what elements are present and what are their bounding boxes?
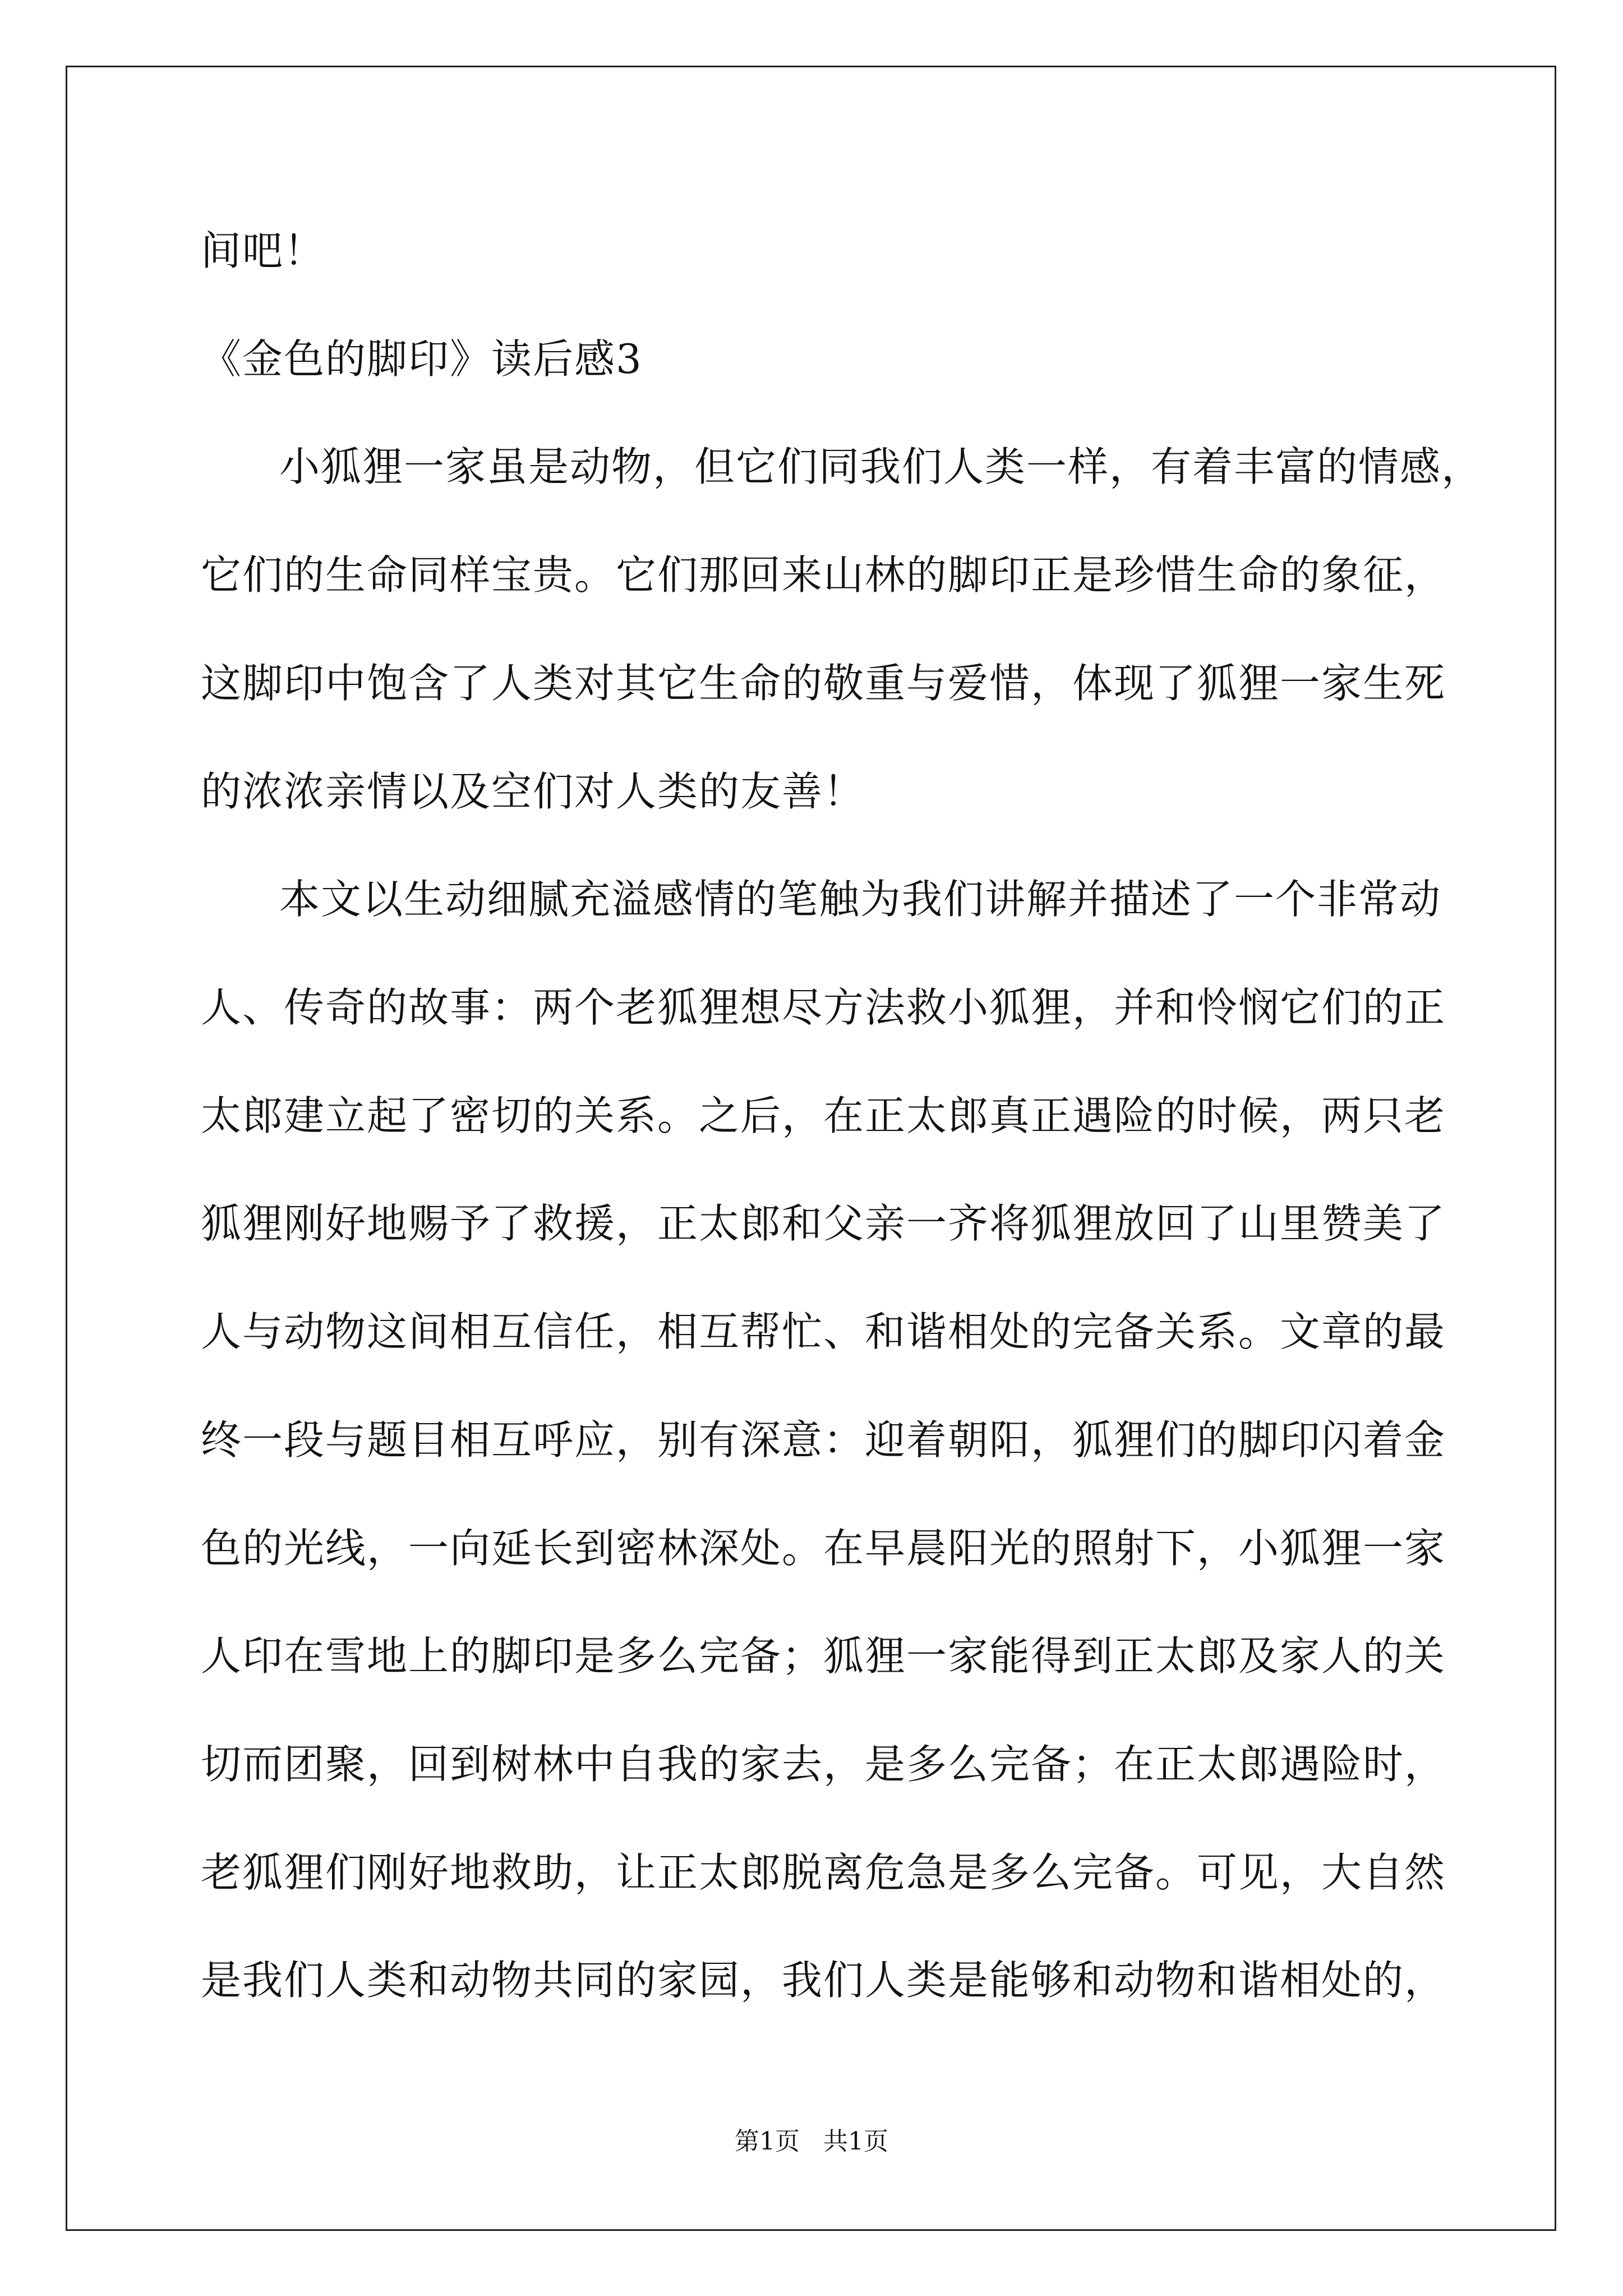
text-line: 老狐狸们刚好地救助，让正太郎脱离危急是多么完备。可见，大自然 bbox=[201, 1849, 1446, 1896]
text-line: 太郎建立起了密切的关系。之后，在正太郎真正遇险的时候，两只老 bbox=[201, 1092, 1446, 1139]
page-border bbox=[66, 66, 1556, 2231]
text-line: 人、传奇的故事：两个老狐狸想尽方法救小狐狸，并和怜悯它们的正 bbox=[201, 984, 1446, 1031]
page-number: 第1页 共1页 bbox=[735, 2127, 888, 2156]
section-heading: 《金色的脚印》读后感3 bbox=[201, 335, 643, 383]
text-line: 间吧！ bbox=[201, 227, 326, 274]
text-line: 终一段与题目相互呼应，别有深意：迎着朝阳，狐狸们的脚印闪着金 bbox=[201, 1416, 1446, 1464]
text-line: 色的光线，一向延长到密林深处。在早晨阳光的照射下，小狐狸一家 bbox=[201, 1525, 1446, 1572]
text-line: 它们的生命同样宝贵。它们那回来山林的脚印正是珍惜生命的象征， bbox=[201, 551, 1446, 599]
text-line: 是我们人类和动物共同的家园，我们人类是能够和动物和谐相处的， bbox=[201, 1957, 1446, 2004]
text-line: 狐狸刚好地赐予了救援，正太郎和父亲一齐将狐狸放回了山里赞美了 bbox=[201, 1200, 1446, 1247]
text-line: 的浓浓亲情以及空们对人类的友善！ bbox=[201, 768, 865, 815]
text-line: 小狐狸一家虽是动物，但它们同我们人类一样，有着丰富的情感， bbox=[279, 443, 1483, 490]
text-line: 这脚印中饱含了人类对其它生命的敬重与爱惜，体现了狐狸一家生死 bbox=[201, 660, 1446, 707]
text-line: 本文以生动细腻充溢感情的笔触为我们讲解并描述了一个非常动 bbox=[279, 876, 1442, 923]
text-line: 人与动物这间相互信任，相互帮忙、和谐相处的完备关系。文章的最 bbox=[201, 1308, 1446, 1355]
text-line: 切而团聚，回到树林中自我的家去，是多么完备；在正太郎遇险时， bbox=[201, 1741, 1446, 1788]
text-line: 人印在雪地上的脚印是多么完备；狐狸一家能得到正太郎及家人的关 bbox=[201, 1632, 1446, 1680]
